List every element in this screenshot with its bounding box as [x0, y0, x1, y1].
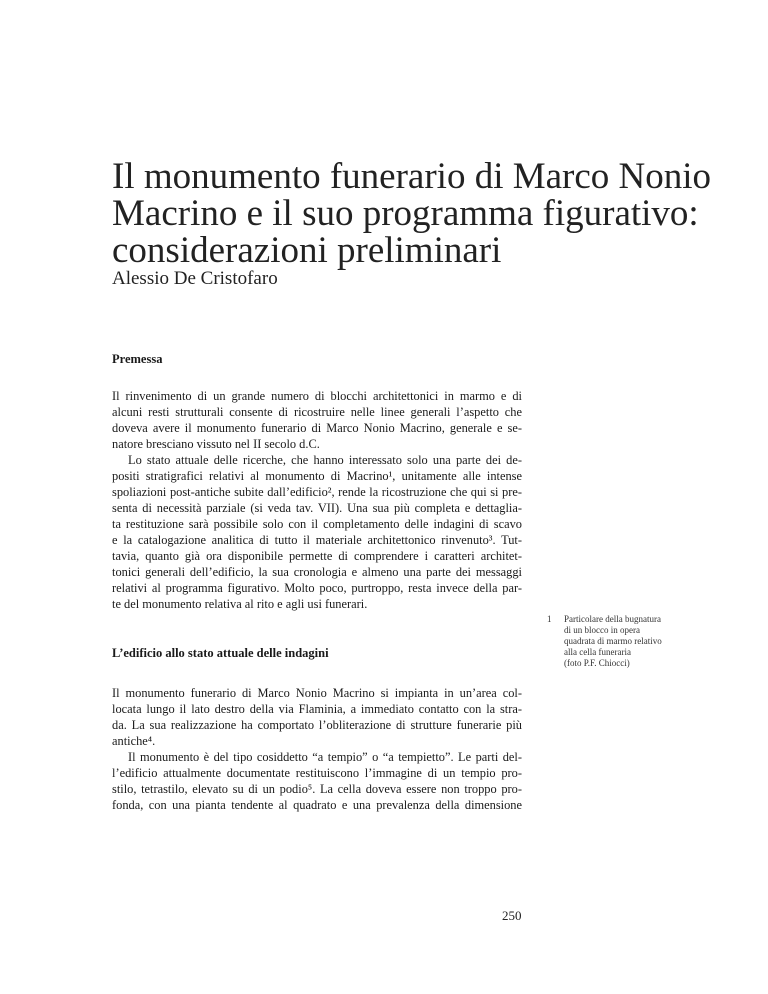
text-line: l’edificio attualmente documentate restituiscono l’immagine di un tempio pro-: [112, 766, 522, 780]
section-edificio-body: [112, 685, 522, 813]
text-line: locata lungo il lato destro della via Flaminia, a immediato contatto con la stra-: [112, 702, 522, 716]
text-line: Lo stato attuale delle ricerche, che hanno interessato solo una parte dei de-: [128, 453, 522, 467]
text-line: fonda, con una pianta tendente al quadrato e una prevalenza della dimensione: [112, 798, 522, 812]
text-line: antiche⁴.: [112, 734, 156, 748]
caption-line: alla cella funeraria: [564, 647, 631, 657]
caption-line: quadrata di marmo relativo: [564, 636, 662, 646]
title-line: Il monumento funerario di Marco Nonio: [112, 156, 712, 197]
section-heading-edificio: L’edificio allo stato attuale delle indagini: [112, 646, 329, 660]
title-line: Macrino e il suo programma figurativo:: [112, 193, 699, 234]
text-line: senta di necessità parziale (si veda tav. VII). Una sua più completa e dettaglia-: [112, 501, 522, 515]
text-line: relativi al programma figurativo. Molto poco, purtroppo, resta invece della par-: [112, 581, 522, 595]
text-line: Il monumento è del tipo cosiddetto “a tempio” o “a tempietto”. Le parti del-: [128, 750, 522, 764]
caption-line: (foto P.F. Chiocci): [564, 658, 630, 668]
text-line: spoliazioni post-antiche subite dall’edificio², rende la ricostruzione che qui si pre-: [112, 485, 522, 499]
text-line: natore bresciano vissuto nel II secolo d.C.: [112, 437, 320, 451]
figure-number: 1: [547, 614, 552, 624]
caption-line: Particolare della bugnatura: [564, 614, 661, 624]
text-line: e la catalogazione analitica di tutto il materiale architettonico rinvenuto³. Tut-: [112, 533, 522, 547]
text-line: Il rinvenimento di un grande numero di blocchi architettonici in marmo e di: [112, 389, 522, 403]
text-line: stilo, tetrastilo, elevato su di un podio⁵. La cella doveva essere non troppo pro-: [112, 782, 522, 796]
text-line: tavia, quanto già ora disponibile permette di comprendere i caratteri architet-: [112, 549, 522, 563]
text-line: te del monumento relativa al rito e agli usi funerari.: [112, 597, 368, 611]
title-line: considerazioni preliminari: [112, 230, 502, 271]
text-line: Il monumento funerario di Marco Nonio Macrino si impianta in un’area col-: [112, 686, 522, 700]
section-heading-premessa: Premessa: [112, 352, 163, 366]
text-line: da. La sua realizzazione ha comportato l’obliterazione di strutture funerarie più: [112, 718, 522, 732]
caption-line: di un blocco in opera: [564, 625, 640, 635]
page-number: 250: [502, 908, 522, 923]
section-premessa-body: [112, 388, 522, 612]
text-line: ta restituzione sarà possibile solo con il completamento delle indagini di scavo: [112, 517, 522, 531]
article-title: [112, 158, 742, 269]
text-line: positi stratigrafici relativi al monumento di Macrino¹, unitamente alle intense: [112, 469, 522, 483]
text-line: doveva avere il monumento funerario di Marco Nonio Macrino, generale e se-: [112, 421, 522, 435]
author-name: Alessio De Cristofaro: [112, 268, 278, 289]
text-line: tonici generali dell’edificio, la sua cronologia e almeno una parte dei messaggi: [112, 565, 522, 579]
text-line: alcuni resti strutturali consente di ricostruire nelle linee generali l’aspetto che: [112, 405, 522, 419]
